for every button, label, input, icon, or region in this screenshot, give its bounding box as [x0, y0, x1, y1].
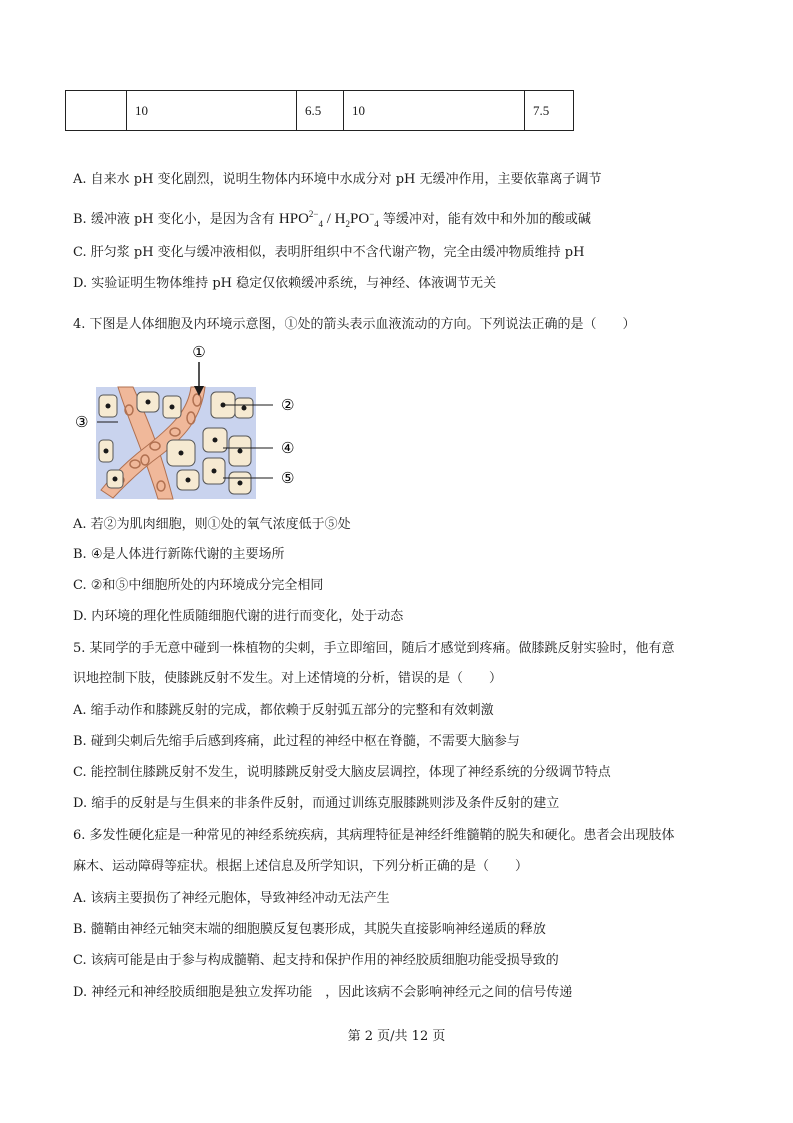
q3-option-b	[73, 205, 591, 233]
table-cell: 7.5	[525, 91, 574, 131]
q3-option-d: D. 实验证明生物体维持 pH 稳定仅依赖缓冲系统，与神经、体液调节无关	[73, 276, 497, 291]
q3-option-b-prefix: B. 缓冲液 pH 变化小，是因为含有	[73, 212, 275, 227]
ph-data-table	[65, 90, 574, 131]
table-row	[66, 91, 574, 131]
table-cell: 6.5	[297, 91, 344, 131]
q5-option-d: D. 缩手的反射是与生俱来的非条件反射，而通过训练克服膝跳则涉及条件反射的建立	[73, 796, 560, 811]
q5-stem-line1: 5. 某同学的手无意中碰到一株植物的尖刺，手立即缩回，随后才感觉到疼痛。做膝跳反射实验时，他有意	[73, 641, 675, 656]
table-cell	[66, 91, 127, 131]
q5-option-c: C. 能控制住膝跳反射不发生，说明膝跳反射受大脑皮层调控，体现了神经系统的分级调节特点	[73, 765, 611, 780]
label-5: ⑤	[281, 469, 295, 487]
q5-stem-line2: 识地控制下肢，使膝跳反射不发生。对上述情境的分析，错误的是（ ）	[73, 671, 503, 686]
label-4: ④	[281, 439, 295, 457]
label-3: ③	[75, 413, 89, 431]
chemical-formula	[279, 211, 379, 227]
q4-stem: 4. 下图是人体细胞及内环境示意图，①处的箭头表示血液流动的方向。下列说法正确的是（ ）	[73, 317, 636, 332]
q6-option-b: B. 髓鞘由神经元轴突末端的细胞膜反复包裹形成，其脱失直接影响神经递质的释放	[73, 922, 546, 937]
q4-option-d: D. 内环境的理化性质随细胞代谢的进行而变化，处于动态	[73, 609, 404, 624]
q4-option-a: A. 若②为肌肉细胞，则①处的氧气浓度低于⑤处	[73, 517, 351, 532]
q6-option-c: C. 该病可能是由于参与构成髓鞘、起支持和保护作用的神经胶质细胞功能受损导致的	[73, 953, 559, 968]
page-footer: 第 2 页/共 12 页	[347, 1029, 446, 1044]
q4-option-c: C. ②和⑤中细胞所处的内环境成分完全相同	[73, 578, 324, 593]
q3-option-a: A. 自来水 pH 变化剧烈，说明生物体内环境中水成分对 pH 无缓冲作用，主要依靠离子调节	[73, 172, 602, 187]
formula-sub: 4	[374, 219, 379, 229]
q6-option-d: D. 神经元和神经胶质细胞是独立发挥功能 ，因此该病不会影响神经元之间的信号传递	[73, 985, 573, 1000]
formula-sup: −	[369, 209, 375, 219]
q3-option-c: C. 肝匀浆 pH 变化与缓冲液相似，表明肝组织中不含代谢产物，完全由缓冲物质维持 pH	[73, 245, 585, 260]
q4-option-b: B. ④是人体进行新陈代谢的主要场所	[73, 547, 285, 562]
q6-option-a: A. 该病主要损伤了神经元胞体，导致神经冲动无法产生	[73, 891, 390, 906]
q5-option-a: A. 缩手动作和膝跳反射的完成，都依赖于反射弧五部分的完整和有效刺激	[73, 703, 494, 718]
label-1: ①	[192, 343, 206, 361]
formula-h: H	[334, 211, 346, 227]
formula-sup: 2−	[308, 209, 319, 219]
formula-sub: 2	[345, 219, 350, 229]
q5-option-b: B. 碰到尖刺后先缩手后感到疼痛，此过程的神经中枢在脊髓，不需要大脑参与	[73, 734, 520, 749]
q3-option-b-suffix: 等缓冲对，能有效中和外加的酸或碱	[382, 212, 591, 227]
label-2: ②	[281, 396, 295, 414]
q6-stem-line2: 麻木、运动障碍等症状。根据上述信息及所学知识，下列分析正确的是（ ）	[73, 859, 529, 874]
table-cell: 10	[127, 91, 297, 131]
formula-slash: /	[322, 211, 335, 227]
formula-hpo: HPO	[278, 211, 309, 227]
formula-po: PO	[350, 211, 370, 227]
q6-stem-line1: 6. 多发性硬化症是一种常见的神经系统疾病，其病理特征是神经纤维髓鞘的脱失和硬化。患者会出现肢体	[73, 828, 675, 843]
formula-sub: 4	[318, 219, 323, 229]
table-cell: 10	[344, 91, 525, 131]
cell-environment-diagram	[73, 340, 303, 505]
